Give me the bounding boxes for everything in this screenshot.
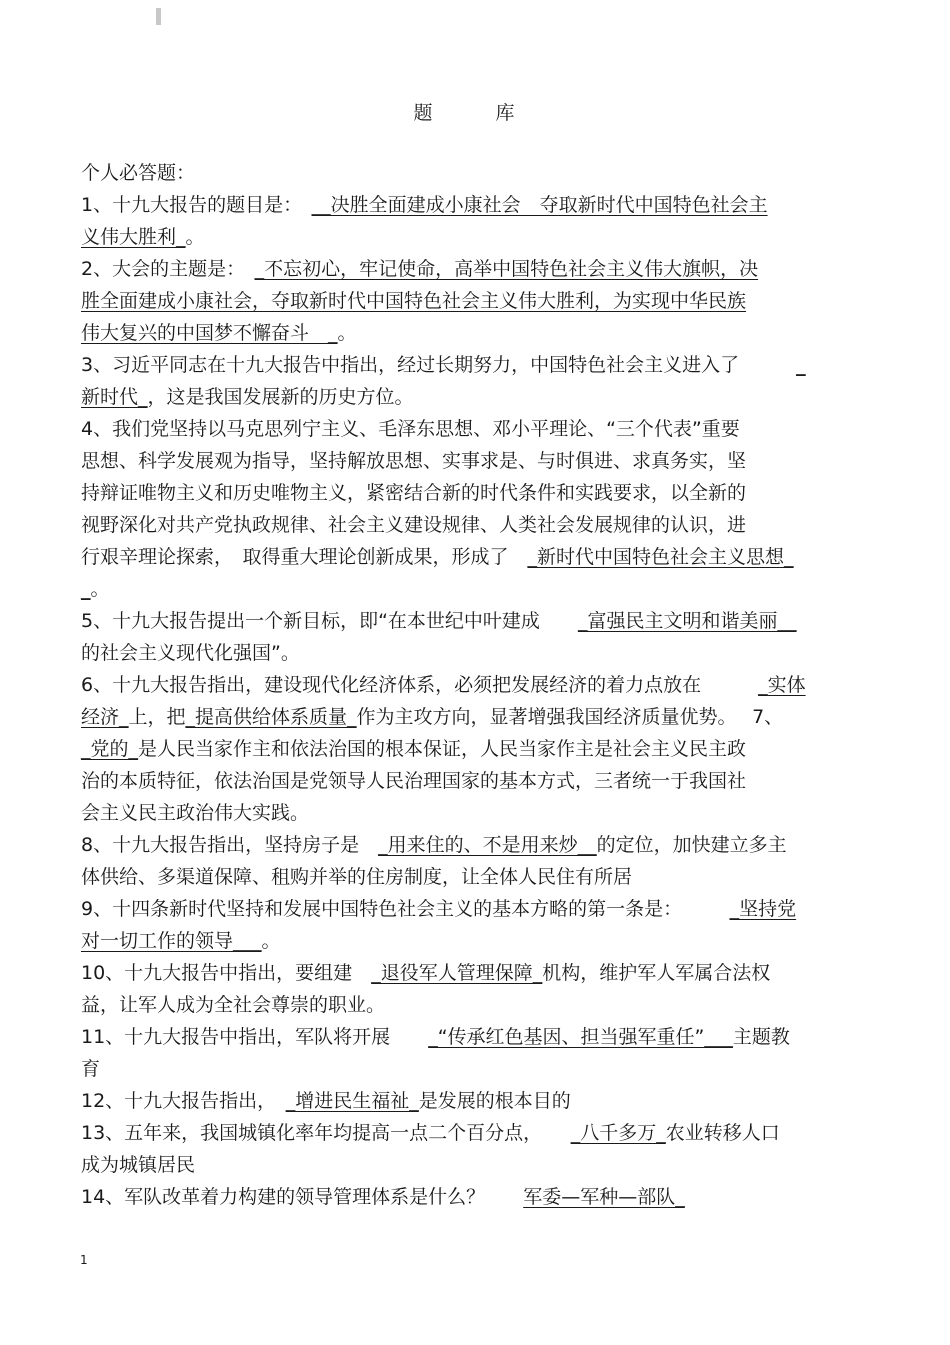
question-text: 作为主攻方向，显著增强我国经济质量优势。 7、 (356, 706, 784, 728)
question-text: 上，把 (128, 706, 186, 728)
question-text: 6、十九大报告指出，建设现代化经济体系，必须把发展经济的着力点放在 (81, 674, 759, 696)
answer-text: _“传承红色基因、担当强军重任”___ (428, 1026, 733, 1048)
question-text: 治的本质特征，依法治国是党领导人民治理国家的基本方式，三者统一于我国社 (81, 770, 747, 792)
question-text: 2、大会的主题是： (81, 258, 255, 280)
question-text: 4、我们党坚持以马克思列宁主义、毛泽东思想、邓小平理论、“三个代表”重要 (81, 418, 740, 440)
question-text: 益，让军人成为全社会尊崇的职业。 (81, 994, 386, 1016)
question-text: 14、军队改革着力构建的领导管理体系是什么？ (81, 1186, 524, 1208)
text-line (81, 288, 746, 314)
question-text: 11、十九大报告中指出，军队将开展 (81, 1026, 429, 1048)
question-text: ，这是我国发展新的历史方位。 (147, 386, 414, 408)
answer-text: _ (81, 578, 91, 600)
question-text: 机构，维护军人军属合法权 (542, 962, 771, 984)
question-text: 行艰辛理论探索， 取得重大理论创新成果，形成了 (81, 546, 528, 568)
question-text: 9、十四条新时代坚持和发展中国特色社会主义的基本方略的第一条是： (81, 898, 730, 920)
answer-text: _八千多万_ (570, 1122, 666, 1144)
answer-text: _富强民主文明和谐美丽__ (577, 610, 797, 632)
question-text: 体供给、多渠道保障、租购并举的住房制度，让全体人民住有所居 (81, 866, 633, 888)
text-line (81, 640, 300, 666)
text-line (81, 576, 110, 602)
answer-text: _用来住的、不是用来炒__ (378, 834, 597, 856)
text-line (81, 1120, 780, 1146)
text-line (81, 832, 787, 858)
question-text: 会主义民主政治伟大实践。 (81, 802, 310, 824)
text-line (81, 736, 746, 762)
question-text: 8、十九大报告指出，坚持房子是 (81, 834, 379, 856)
text-line (81, 960, 770, 986)
text-line (81, 448, 746, 474)
question-text: 的定位，加快建立多主 (596, 834, 787, 856)
question-text: 3、习近平同志在十九大报告中指出，经过长期努力，中国特色社会主义进入了 (81, 354, 797, 376)
answer-text: _不忘初心，牢记使命，高举中国特色社会主义伟大旗帜，决 (254, 258, 759, 280)
text-line (81, 1088, 571, 1114)
question-text: 1、十九大报告的题目是： (81, 194, 312, 216)
answer-text: _退役军人管理保障_ (371, 962, 543, 984)
question-text: 。 (185, 226, 205, 248)
text-line (81, 224, 205, 250)
answer-text: 义伟大胜利_ (81, 226, 186, 248)
text-line (81, 1056, 100, 1082)
text-line (81, 544, 794, 570)
text-line (81, 864, 632, 890)
answer-text: 胜全面建成小康社会，夺取新时代中国特色社会主义伟大胜利，为实现中华民族 (81, 290, 747, 312)
answer-text: _党的_ (81, 738, 139, 760)
question-text: 视野深化对共产党执政规律、社会主义建设规律、人类社会发展规律的认识，进 (81, 514, 747, 536)
text-line (81, 512, 746, 538)
question-text: 。 (261, 930, 281, 952)
question-text: 育 (81, 1058, 101, 1080)
answer-text: 伟大复兴的中国梦不懈奋斗 _ (81, 322, 338, 344)
answer-text: 军委—军种—部队_ (523, 1186, 685, 1208)
text-line (81, 992, 385, 1018)
answer-text: __决胜全面建成小康社会 夺取新时代中国特色社会主 (311, 194, 768, 216)
question-text: 5、十九大报告提出一个新目标，即“在本世纪中叶建成 (81, 610, 578, 632)
answer-text: 新时代_ (81, 386, 148, 408)
page-number: 1 (80, 1253, 88, 1267)
answer-text: 对一切工作的领导___ (81, 930, 262, 952)
question-text: 是发展的根本目的 (418, 1090, 571, 1112)
question-text: 的社会主义现代化强国”。 (81, 642, 300, 664)
text-line (81, 320, 357, 346)
question-text: 12、十九大报告指出， (81, 1090, 286, 1112)
question-text: 10、十九大报告中指出，要组建 (81, 962, 372, 984)
question-text: 成为城镇居民 (81, 1154, 196, 1176)
answer-text: _增进民生福祉_ (285, 1090, 419, 1112)
text-line (81, 1024, 790, 1050)
answer-text: _ (796, 354, 806, 376)
question-text: 13、五年来，我国城镇化率年均提高一点二个百分点， (81, 1122, 571, 1144)
scan-mark (156, 8, 161, 25)
text-line (81, 608, 796, 634)
question-text: 持辩证唯物主义和历史唯物主义，紧密结合新的时代条件和实践要求，以全新的 (81, 482, 747, 504)
answer-text: _实体 (758, 674, 806, 696)
text-line (81, 416, 740, 442)
question-text: 是人民当家作主和依法治国的根本保证，人民当家作主是社会主义民主政 (138, 738, 747, 760)
text-line (81, 704, 783, 730)
text-line (81, 1184, 685, 1210)
question-text: 。 (90, 578, 110, 600)
text-line (81, 672, 806, 698)
answer-text: _新时代中国特色社会主义思想_ (527, 546, 794, 568)
answer-text: 经济_ (81, 706, 129, 728)
answer-text: _提高供给体系质量_ (185, 706, 357, 728)
text-line (81, 192, 768, 218)
text-line (81, 480, 746, 506)
question-text: 。 (337, 322, 357, 344)
question-text: 主题教 (732, 1026, 790, 1048)
text-line (81, 768, 746, 794)
text-line (81, 928, 281, 954)
answer-text: _坚持党 (729, 898, 797, 920)
text-line (81, 896, 796, 922)
text-line (81, 352, 806, 378)
text-line (81, 800, 309, 826)
question-text: 思想、科学发展观为指导，坚持解放思想、实事求是、与时俱进、求真务实，坚 (81, 450, 747, 472)
section-heading: 个人必答题： (81, 162, 196, 184)
text-line (81, 384, 414, 410)
question-text: 农业转移人口 (665, 1122, 780, 1144)
text-line (81, 1152, 195, 1178)
text-line (81, 256, 758, 282)
page-title: 题 库 (413, 102, 537, 124)
